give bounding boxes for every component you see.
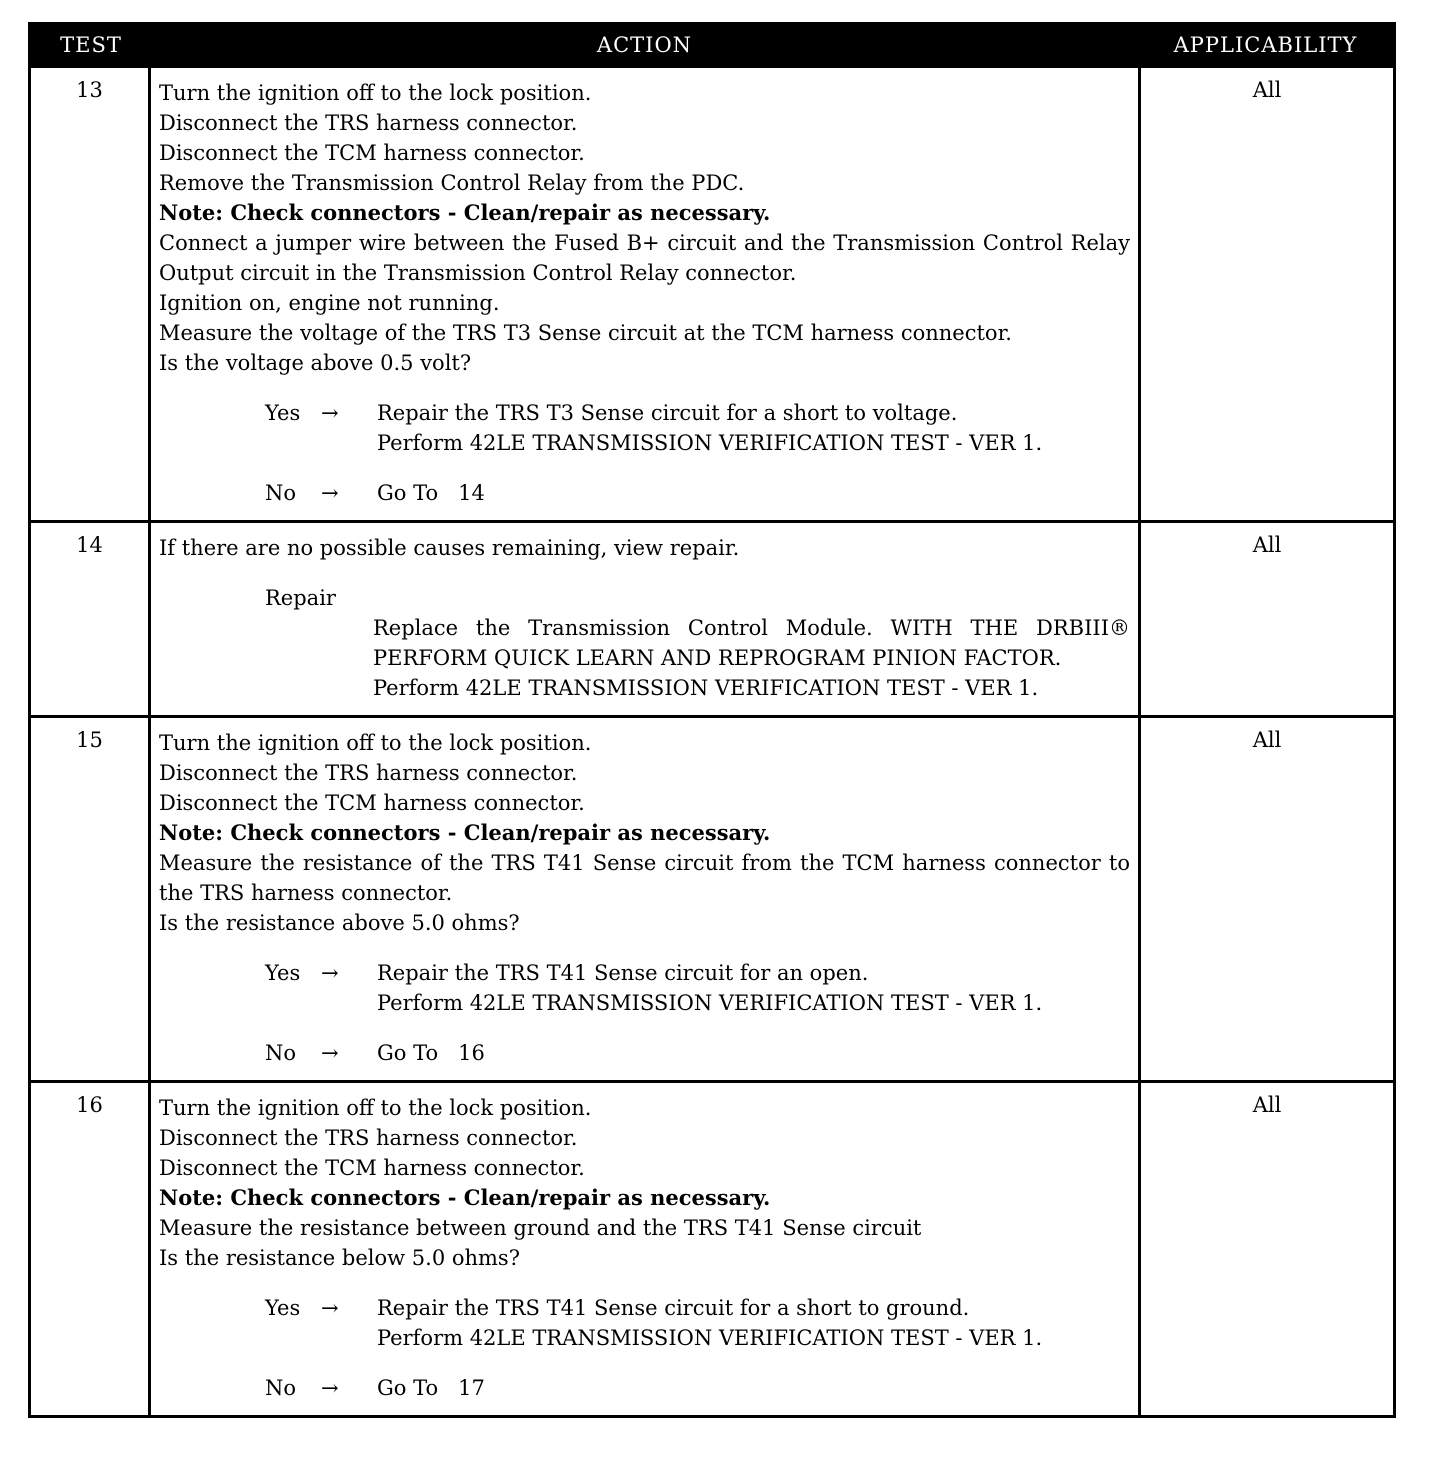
yes-label: Yes <box>265 1296 301 1320</box>
note-line: Note: Check connectors - Clean/repair as necessary. <box>159 200 771 225</box>
yes-label: Yes <box>265 961 301 985</box>
test-number: 16 <box>31 1083 151 1415</box>
yes-result <box>159 1293 1130 1353</box>
action-line: Connect a jumper wire between the Fused B+ circuit and the Transmission Control Relay Output circuit in the Transmission Control Relay connector. <box>159 231 1130 285</box>
yes-result <box>159 958 1130 1018</box>
action-line: Measure the resistance between ground and the TRS T41 Sense circuit <box>159 1216 922 1240</box>
table-header <box>31 25 1393 65</box>
yes-line: Repair the TRS T3 Sense circuit for a short to voltage. <box>377 401 958 425</box>
question-line: Is the resistance below 5.0 ohms? <box>159 1246 520 1270</box>
yes-result <box>159 398 1130 458</box>
action-line: Measure the resistance of the TRS T41 Sense circuit from the TCM harness connector to the TRS harness connector. <box>159 851 1130 905</box>
no-label: No <box>265 481 297 505</box>
repair-line: Replace the Transmission Control Module. WITH THE DRBIII® PERFORM QUICK LEARN AND REPROGRAM PINION FACTOR. <box>373 616 1130 670</box>
goto-label: Go To <box>377 1376 439 1400</box>
action-line: Measure the voltage of the TRS T3 Sense circuit at the TCM harness connector. <box>159 321 1012 345</box>
test-number: 14 <box>31 523 151 715</box>
yes-line: Repair the TRS T41 Sense circuit for a short to ground. <box>377 1296 970 1320</box>
note-line: Note: Check connectors - Clean/repair as necessary. <box>159 1185 771 1210</box>
action-line: Ignition on, engine not running. <box>159 291 500 315</box>
applicability-cell: All <box>1252 1093 1282 1117</box>
arrow-right-icon: → <box>321 1296 339 1320</box>
applicability-cell: All <box>1252 728 1282 752</box>
action-cell <box>151 718 1141 1080</box>
no-result <box>159 1373 1130 1403</box>
arrow-right-icon: → <box>321 961 339 985</box>
goto-label: Go To <box>377 1041 439 1065</box>
note-line: Note: Check connectors - Clean/repair as necessary. <box>159 820 771 845</box>
table-row <box>31 520 1393 715</box>
action-cell <box>151 68 1141 520</box>
applicability-cell: All <box>1252 78 1282 102</box>
question-line: Is the resistance above 5.0 ohms? <box>159 911 520 935</box>
test-number: 13 <box>31 68 151 520</box>
table-row <box>31 1080 1393 1415</box>
test-number: 15 <box>31 718 151 1080</box>
action-cell <box>151 523 1141 715</box>
repair-label: Repair <box>265 586 336 610</box>
diagnostic-table <box>28 22 1396 1418</box>
yes-line: Perform 42LE TRANSMISSION VERIFICATION TEST - VER 1. <box>377 431 1043 455</box>
header-applicability: APPLICABILITY <box>1173 33 1358 57</box>
repair-block <box>159 583 1130 703</box>
table-row <box>31 715 1393 1080</box>
goto-label: Go To <box>377 481 439 505</box>
action-line: Disconnect the TRS harness connector. <box>159 1126 578 1150</box>
action-line: Disconnect the TCM harness connector. <box>159 1156 585 1180</box>
question-line: Is the voltage above 0.5 volt? <box>159 351 472 375</box>
goto-number: 17 <box>458 1376 485 1400</box>
arrow-right-icon: → <box>321 401 339 425</box>
action-line: Turn the ignition off to the lock position. <box>159 1096 592 1120</box>
action-line: Disconnect the TCM harness connector. <box>159 791 585 815</box>
no-label: No <box>265 1041 297 1065</box>
yes-label: Yes <box>265 401 301 425</box>
yes-line: Repair the TRS T41 Sense circuit for an open. <box>377 961 869 985</box>
table-row <box>31 65 1393 520</box>
no-result <box>159 478 1130 508</box>
goto-number: 14 <box>458 481 485 505</box>
applicability-cell: All <box>1252 533 1282 557</box>
yes-line: Perform 42LE TRANSMISSION VERIFICATION TEST - VER 1. <box>377 991 1043 1015</box>
arrow-right-icon: → <box>321 481 339 505</box>
action-line: Turn the ignition off to the lock position. <box>159 731 592 755</box>
yes-line: Perform 42LE TRANSMISSION VERIFICATION TEST - VER 1. <box>377 1326 1043 1350</box>
no-label: No <box>265 1376 297 1400</box>
header-action: ACTION <box>596 33 693 57</box>
action-line: Remove the Transmission Control Relay from the PDC. <box>159 171 745 195</box>
action-line: Turn the ignition off to the lock position. <box>159 81 592 105</box>
action-line: Disconnect the TRS harness connector. <box>159 111 578 135</box>
action-cell <box>151 1083 1141 1415</box>
header-test: TEST <box>60 33 122 57</box>
repair-line: Perform 42LE TRANSMISSION VERIFICATION TEST - VER 1. <box>373 676 1039 700</box>
arrow-right-icon: → <box>321 1376 339 1400</box>
arrow-right-icon: → <box>321 1041 339 1065</box>
action-line: Disconnect the TCM harness connector. <box>159 141 585 165</box>
action-line: Disconnect the TRS harness connector. <box>159 761 578 785</box>
goto-number: 16 <box>458 1041 485 1065</box>
no-result <box>159 1038 1130 1068</box>
action-line: If there are no possible causes remaining, view repair. <box>159 536 740 560</box>
